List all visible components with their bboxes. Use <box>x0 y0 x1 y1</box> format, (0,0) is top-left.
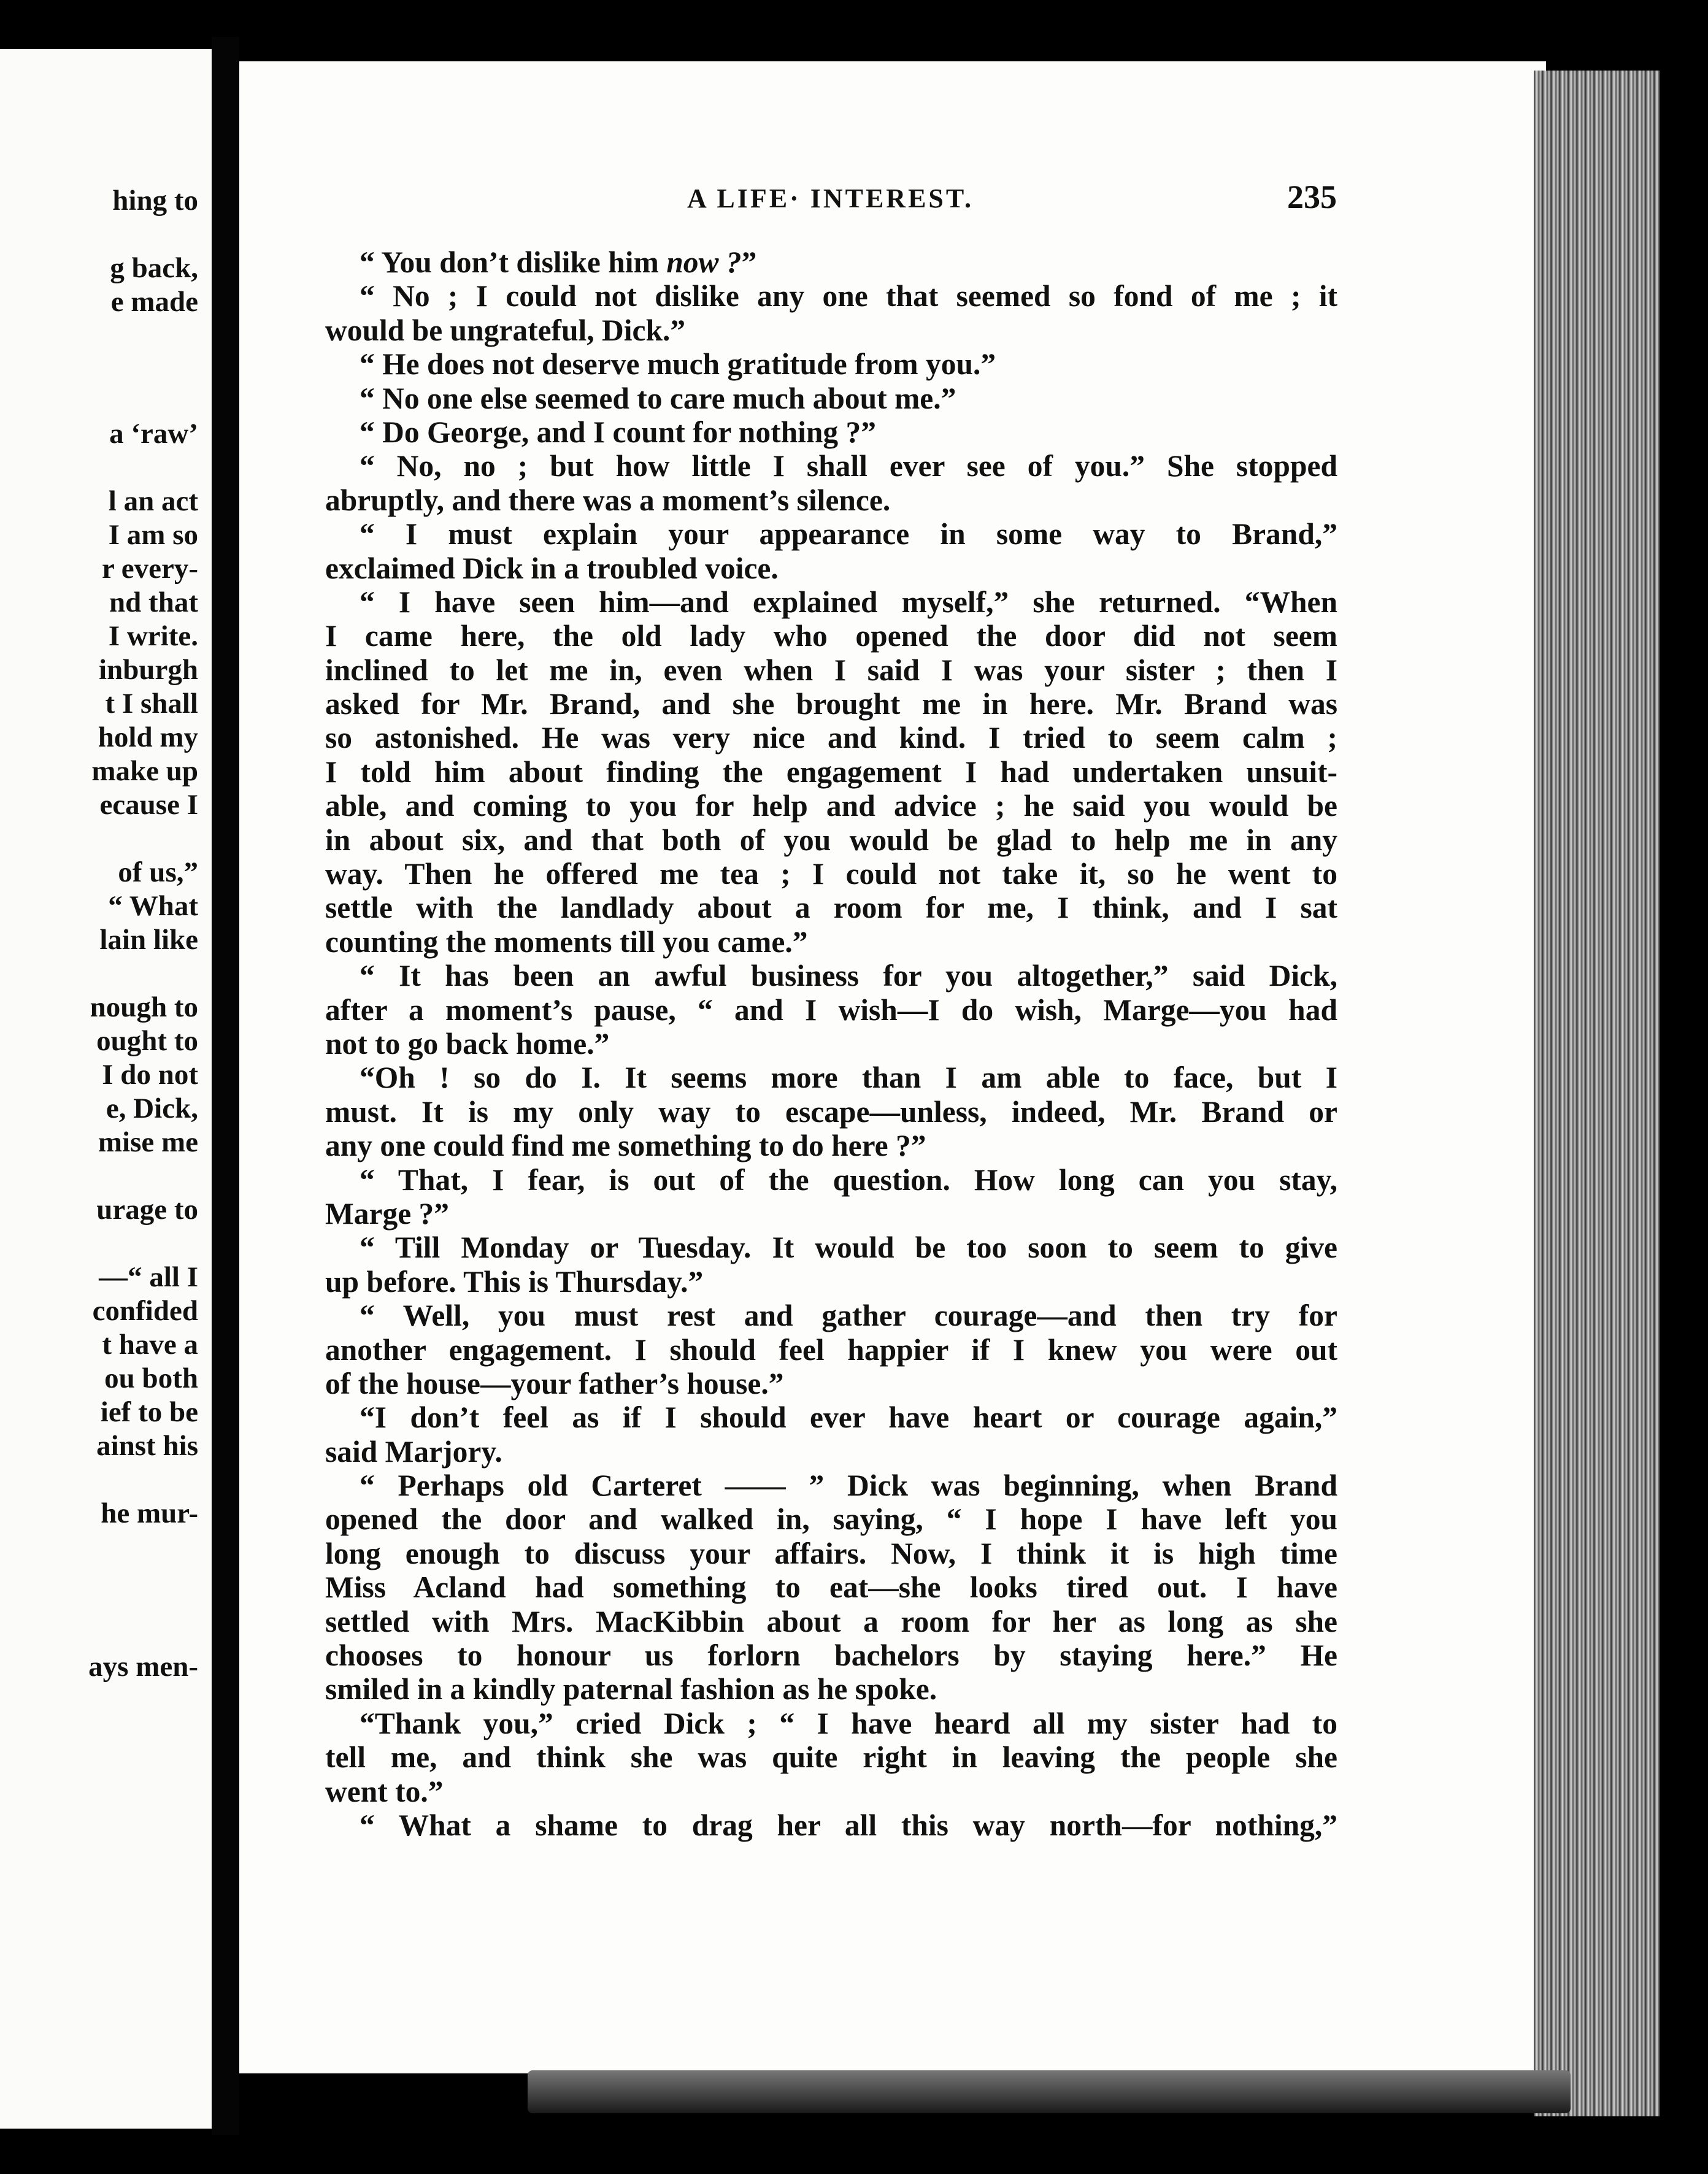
text-line: “ It has been an awful business for you altogether,” said Dick, <box>360 959 1337 993</box>
left-page-line: e made <box>110 286 198 318</box>
left-page-line: ays men- <box>88 1651 198 1683</box>
text-line: “ No, no ; but how little I shall ever see of you.” She stopped <box>360 449 1337 483</box>
left-page-line: g back, <box>110 252 198 284</box>
text-line: “ Do George, and I count for nothing ?” <box>360 415 877 449</box>
text-line: inclined to let me in, even when I said I was your sister ; then I <box>325 653 1337 687</box>
left-page-line: r every- <box>102 553 198 585</box>
text-line: in about six, and that both of you would be glad to help me in any <box>325 823 1337 857</box>
left-page-line: urage to <box>96 1194 198 1226</box>
text-line: went to.” <box>325 1774 444 1808</box>
left-page-line: l an act <box>108 485 198 517</box>
left-page-line: lain like <box>99 924 198 956</box>
left-page-line: a ‘raw’ <box>109 418 198 450</box>
left-page-line: confided <box>92 1295 198 1327</box>
left-page-line: I am so <box>108 519 198 551</box>
text-line: long enough to discuss your affairs. Now, I think it is high time <box>325 1536 1337 1570</box>
text-line: exclaimed Dick in a troubled voice. <box>325 551 779 585</box>
page-number: 235 <box>1287 179 1337 215</box>
running-title: A LIFE· INTEREST. <box>687 183 974 213</box>
text-line: “ Well, you must rest and gather courage—and then try for <box>360 1299 1337 1333</box>
text-line: “ No ; I could not dislike any one that seemed so fond of me ; it <box>360 279 1337 313</box>
text-line: “ No one else seemed to care much about me.” <box>360 381 956 415</box>
left-page-line: “ What <box>108 890 198 922</box>
text-line: “ Till Monday or Tuesday. It would be too soon to seem to give <box>360 1231 1337 1265</box>
text-line: “ That, I fear, is out of the question. How long can you stay, <box>360 1162 1337 1197</box>
left-page-line: of us,” <box>118 856 198 888</box>
page-fore-edge <box>1534 71 1660 2116</box>
text-line: smiled in a kindly paternal fashion as he spoke. <box>325 1672 937 1707</box>
text-line: not to go back home.” <box>325 1026 610 1061</box>
left-page-line: ou both <box>104 1362 198 1394</box>
left-page-line: he mur- <box>101 1497 198 1529</box>
text-line: so astonished. He was very nice and kind. I tried to seem calm ; <box>325 721 1337 755</box>
text-line: Marge ?” <box>325 1196 450 1231</box>
text-line: tell me, and think she was quite right in leaving the people she <box>325 1740 1337 1775</box>
text-line: up before. This is Thursday.” <box>325 1264 704 1299</box>
left-page-line: I do not <box>102 1059 198 1091</box>
text-line: I told him about finding the engagement I had undertaken unsuit- <box>325 755 1337 789</box>
text-line: “ Perhaps old Carteret —— ” Dick was beginning, when Brand <box>360 1469 1337 1503</box>
text-line: “ I must explain your appearance in some way to Brand,” <box>360 517 1337 551</box>
text-line: said Marjory. <box>325 1434 502 1469</box>
text-line: “ What a shame to drag her all this way north—for nothing,” <box>360 1808 1337 1842</box>
text-line: settled with Mrs. MacKibbin about a room for her as long as she <box>325 1604 1337 1638</box>
text-line: “ I have seen him—and explained myself,” she returned. “When <box>360 585 1337 619</box>
left-page-line: inburgh <box>99 654 198 686</box>
left-page-line: hold my <box>98 721 198 753</box>
text-line: settle with the landlady about a room for me, I think, and I sat <box>325 891 1337 925</box>
left-page-line: t I shall <box>105 688 198 720</box>
text-line: “Oh ! so do I. It seems more than I am able to face, but I <box>360 1061 1337 1095</box>
text-line: way. Then he offered me tea ; I could not take it, so he went to <box>325 857 1337 891</box>
text-line: abruptly, and there was a moment’s silence. <box>325 483 891 517</box>
left-page-line: t have a <box>102 1329 198 1361</box>
left-page-line: ought to <box>96 1025 198 1057</box>
text-line: any one could find me something to do here ?” <box>325 1129 926 1163</box>
left-page-line: make up <box>91 755 198 787</box>
left-page-line: I write. <box>108 620 198 652</box>
text-line: opened the door and walked in, saying, “ I hope I have left you <box>325 1502 1337 1537</box>
text-line: after a moment’s pause, “ and I wish—I do wish, Marge—you had <box>325 993 1337 1027</box>
text-line: “Thank you,” cried Dick ; “ I have heard all my sister had to <box>360 1706 1337 1740</box>
left-page-line: nough to <box>90 991 198 1023</box>
left-page-line: nd that <box>109 586 198 618</box>
left-page-line: hing to <box>112 185 198 217</box>
left-page-line: ief to be <box>100 1396 198 1428</box>
left-page-line: ecause I <box>99 789 198 821</box>
text-line: would be ungrateful, Dick.” <box>325 313 686 347</box>
page-gutter <box>212 37 239 2135</box>
text-segment: ” <box>741 245 757 279</box>
body-text <box>325 245 1337 1842</box>
text-line <box>325 245 1337 279</box>
text-line: another engagement. I should feel happier if I knew you were out <box>325 1332 1337 1367</box>
left-page-line: ainst his <box>96 1430 198 1462</box>
left-facing-page <box>0 49 212 2129</box>
text-line: chooses to honour us forlorn bachelors by staying here.” He <box>325 1638 1337 1673</box>
text-segment: “ You don’t dislike him <box>360 245 667 279</box>
text-line: counting the moments till you came.” <box>325 924 808 959</box>
left-page-line: —“ all I <box>99 1261 198 1293</box>
text-line: of the house—your father’s house.” <box>325 1366 784 1400</box>
text-line: able, and coming to you for help and advice ; he said you would be <box>325 789 1337 823</box>
text-line: “ He does not deserve much gratitude from you.” <box>360 347 996 382</box>
page-bottom-shadow <box>528 2070 1571 2113</box>
text-line: “I don’t feel as if I should ever have heart or courage again,” <box>360 1400 1337 1435</box>
text-line: I came here, the old lady who opened the door did not seem <box>325 619 1337 653</box>
text-line: must. It is my only way to escape—unless, indeed, Mr. Brand or <box>325 1094 1337 1129</box>
text-line: Miss Acland had something to eat—she looks tired out. I have <box>325 1570 1337 1605</box>
left-page-line: e, Dick, <box>106 1093 198 1124</box>
italic-segment: now ? <box>666 245 742 279</box>
left-page-line: mise me <box>98 1126 198 1158</box>
text-line: asked for Mr. Brand, and she brought me in here. Mr. Brand was <box>325 687 1337 721</box>
